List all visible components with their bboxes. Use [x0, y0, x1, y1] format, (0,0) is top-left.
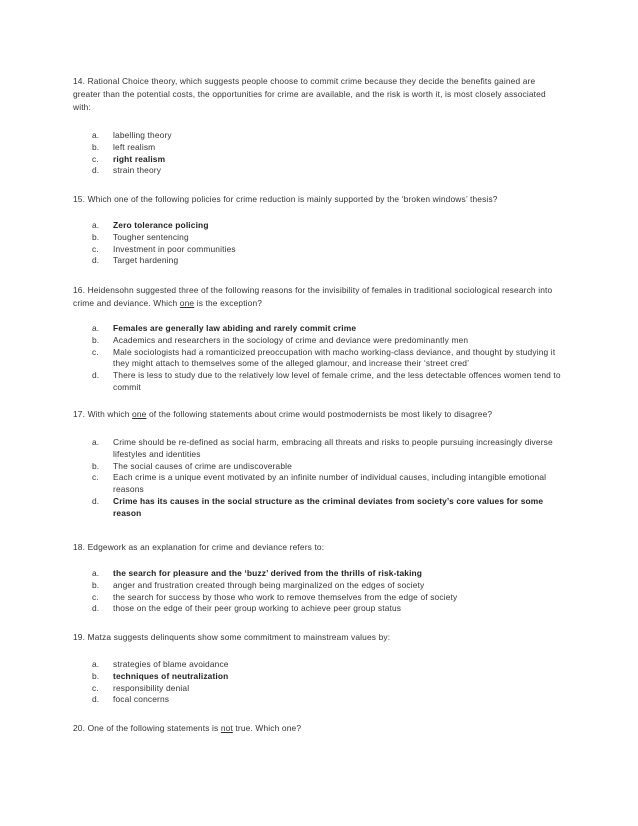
question-14-options [0, 130, 600, 177]
question-15-options [0, 220, 600, 267]
option: c. responsibility denial [92, 682, 190, 693]
option: d. Target hardening [92, 255, 179, 266]
option: d. those on the edge of their peer group working to achieve peer group status [92, 603, 402, 614]
question-19: 19. Matza suggests delinquents show some commitment to mainstream values by: [73, 632, 391, 642]
option-answer: a. Zero tolerance policing [92, 220, 209, 230]
question-19-options [0, 659, 600, 706]
option: d. There is less to study due to the relatively low level of female crime, and the less detectable offences women tend to commit [92, 370, 561, 392]
option: a. labelling theory [92, 130, 172, 140]
option: a. strategies of blame avoidance [92, 659, 229, 669]
option: c. Each crime is a unique event motivated by an infinite number of individual causes, including intangible emotional reasons [92, 472, 547, 495]
option: d. focal concerns [92, 694, 170, 705]
option: a. Crime should be re-defined as social harm, embracing all threats and risks to people pursuing increasingly diverse lifestyles and identities [92, 437, 553, 459]
option-answer: b. techniques of neutralization [92, 670, 229, 681]
option: c. Male sociologists had a romanticized preoccupation with macho working-class deviance, and thought by studying it they might attach to themselves some of the alleged glamour, and increase their ‘street cred’ [92, 346, 556, 369]
question-16-options [0, 323, 600, 394]
question-17: 17. With which one of the following statements about crime would postmodernists be most likely to disagree? [73, 409, 493, 419]
option-answer: c. right realism [92, 153, 166, 164]
question-18: 18. Edgework as an explanation for crime and deviance refers to: [73, 542, 325, 552]
option: d. strain theory [92, 165, 162, 176]
option: b. anger and frustration created through being marginalized on the edges of society [92, 579, 425, 590]
option: c. Investment in poor communities [92, 243, 236, 254]
option: b. Academics and researchers in the sociology of crime and deviance were predominantly men [92, 334, 469, 345]
option-answer: a. the search for pleasure and the ‘buzz’ derived from the thrills of risk-taking [92, 568, 423, 578]
option: c. the search for success by those who work to remove themselves from the edge of society [92, 591, 458, 602]
question-17-options [0, 437, 600, 520]
question-18-options [0, 568, 600, 615]
option-answer: d. Crime has its causes in the social structure as the criminal deviates from society’s core values for some reason [92, 495, 544, 518]
question-20: 20. One of the following statements is not true. Which one? [73, 723, 302, 733]
question-16: 16. Heidensohn suggested three of the following reasons for the invisibility of females in traditional sociological research into crime and deviance. Which one is the exception? [73, 285, 553, 308]
question-14: 14. Rational Choice theory, which suggests people choose to commit crime because they decide the benefits gained are greater than the potential costs, the opportunities for crime are available, and the risk is worth it, is most closely associated with: [73, 76, 546, 112]
option-answer: a. Females are generally law abiding and rarely commit crime [92, 323, 357, 333]
option: b. Tougher sentencing [92, 231, 189, 242]
option: b. The social causes of crime are undiscoverable [92, 460, 292, 471]
question-15: 15. Which one of the following policies for crime reduction is mainly supported by the ‘broken windows’ thesis? [73, 194, 498, 204]
option: b. left realism [92, 141, 156, 152]
